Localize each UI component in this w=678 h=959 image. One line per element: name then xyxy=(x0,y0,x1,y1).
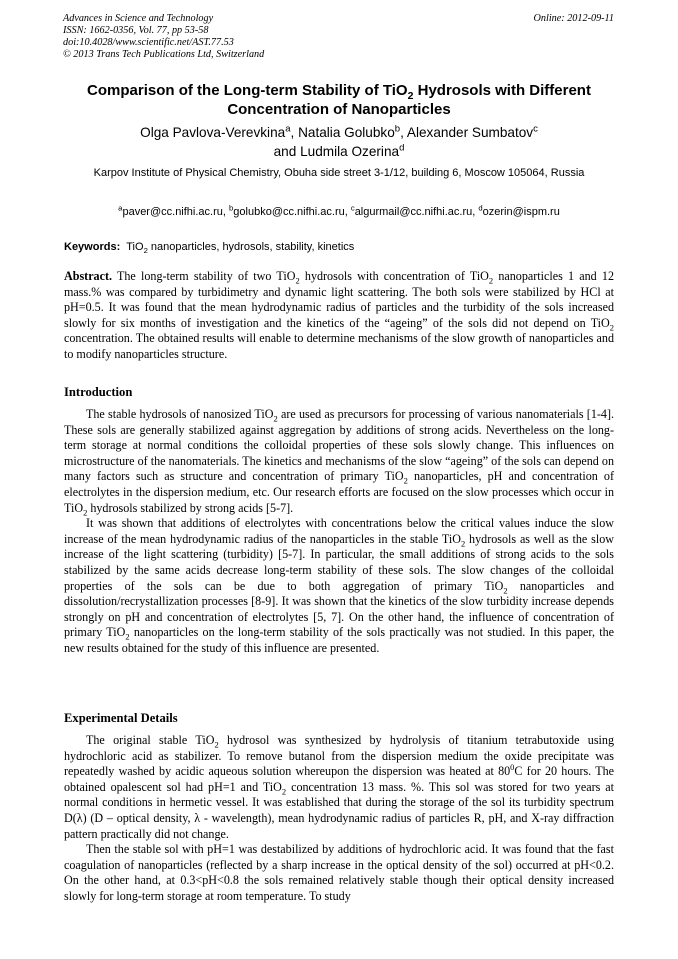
author-emails xyxy=(40,205,638,219)
paragraph-text: It was shown that additions of electrolytes with concentrations below the critical values induce the slow increase of the mean hydrodynamic radius of the nanoparticles in the stable TiO xyxy=(64,516,614,546)
paragraph xyxy=(64,516,614,656)
abstract-text: concentration. The obtained results will enable to determine mechanisms of the slow growth of nanoparticles and to modify nanoparticles structure. xyxy=(64,331,614,361)
abstract-text: The long-term stability of two TiO xyxy=(112,269,296,283)
paragraph-text: hydrosols as well as the slow increase of the light scattering (turbidity) [5-7]. In particular, the small additions of strong acids to the sols stabilized by the same acids decrease long-term stability of these sols. The slow changes of the colloidal properties of the sols can be due to both aggregation of primary TiO xyxy=(64,531,614,593)
email-address[interactable]: ozerin@ispm.ru xyxy=(482,206,560,218)
paragraph-text: concentration 13 mass. %. This sol was stored for two years at normal conditions in hermetic vessel. It was established that during the storage of the sol its turbidity spectrum D(λ) (D – optical density, λ - wavelength), mean hydrodynamic radius of particles R, pH, and X-ray diffraction pattern practically did not change. xyxy=(64,779,614,841)
author-affil-marker: d xyxy=(399,142,405,154)
email-marker: a xyxy=(118,203,123,213)
keywords-label: Keywords: xyxy=(64,241,121,253)
paragraph xyxy=(64,407,614,516)
keywords xyxy=(64,240,616,254)
paper-title xyxy=(40,81,638,119)
paragraph-text: C for 20 hours. The obtained opalescent sol had pH=1 and TiO xyxy=(64,764,615,794)
author-affil-marker: b xyxy=(394,123,401,135)
paragraph-subscript: 2 xyxy=(214,739,219,750)
paragraph-subscript: 2 xyxy=(281,786,287,797)
abstract-text: nanoparticles 1 and 12 mass.% was compared by turbidimetry and dynamic light scattering. The both sols were stabilized by HCl at pH=0.5. It was found that the mean hydrodynamic radius of particles and the turbidity of the sols increased slowly for six months of investigation and the kinetics of the “ageing” of the sols did not depend on TiO xyxy=(64,269,614,330)
email-marker: b xyxy=(229,203,234,213)
paragraph-subscript: 2 xyxy=(125,631,130,642)
author-name: Alexander Sumbatov xyxy=(406,125,534,140)
email-address[interactable]: golubko@cc.nifhi.ac.ru, xyxy=(233,206,351,218)
paragraph-text: nanoparticles and dissolution/recrystallization processes [8-9]. It was shown that the kinetics of the slow turbidity increase depends strongly on pH and concentration of electrolytes [5, 7]. On the other hand, the influence of concentration of primary TiO xyxy=(64,578,614,640)
email-marker: c xyxy=(350,203,355,213)
author-separator: , xyxy=(290,125,299,140)
journal-doi[interactable]: doi:10.4028/www.scientific.net/AST.77.53 xyxy=(63,37,234,48)
introduction-body xyxy=(64,407,614,657)
paragraph-text: The stable hydrosols of nanosized TiO xyxy=(86,407,274,421)
journal-name: Advances in Science and Technology xyxy=(63,13,214,24)
paragraph-subscript: 2 xyxy=(503,584,508,595)
author-name: Ludmila Ozerina xyxy=(300,144,400,159)
abstract-label: Abstract. xyxy=(64,269,113,283)
paragraph-subscript: 2 xyxy=(460,538,466,549)
paragraph-text: hydrosols stabilized by strong acids [5-7]. xyxy=(87,500,294,515)
affiliation: Karpov Institute of Physical Chemistry, Obuha side street 3-1/12, building 6, Moscow 105064, Russia xyxy=(93,167,585,179)
abstract-subscript: 2 xyxy=(488,275,494,286)
abstract-paragraph xyxy=(64,269,614,363)
experimental-body xyxy=(64,733,614,905)
online-date: Online: 2012-09-11 xyxy=(533,13,614,24)
journal-issn: ISSN: 1662-0356, Vol. 77, pp 53-58 xyxy=(63,25,209,36)
section-heading-introduction: Introduction xyxy=(64,385,133,399)
paragraph-subscript: 2 xyxy=(403,475,408,486)
email-address[interactable]: algurmail@cc.nifhi.ac.ru, xyxy=(354,206,479,218)
title-text: Hydrosols with Different Concentration of Nanoparticles xyxy=(227,82,591,118)
paragraph-text: The original stable TiO xyxy=(86,733,215,747)
abstract xyxy=(64,269,614,363)
paragraph-text: nanoparticles, pH and concentration of electrolytes in the dispersion medium, etc. Our research efforts are focused on the slow processes which occur in TiO xyxy=(64,469,614,515)
abstract-subscript: 2 xyxy=(609,322,614,333)
email-marker: d xyxy=(478,203,483,213)
paragraph: Then the stable sol with pH=1 was destabilized by additions of hydrochloric acid. It was found that the fast coagulation of nanoparticles (reflected by a sharp increase in the optical density of the sol) occurred at pH<0.2. On the other hand, at 0.3<pH<0.8 the sols remained relatively stable though their optical density increased slowly for long-term storage at room temperature. To study xyxy=(64,842,614,903)
author-affil-marker: a xyxy=(285,123,291,135)
paragraph-subscript: 2 xyxy=(83,506,88,517)
keywords-subscript: 2 xyxy=(143,246,148,256)
paragraph-text: nanoparticles on the long-term stability of the sols practically was not studied. In this paper, the new results obtained for the study of this influence are presented. xyxy=(64,625,614,655)
author-list xyxy=(40,123,638,161)
paragraph-text: are used as precursors for processing of various nanomaterials [1-4]. These sols are generally stabilized against aggregation by additions of strong acids. Nevertheless on the long-term storage at normal conditions the colloidal properties of these sols slowly change. This influences on microstructure of the nanomaterials. The kinetics and mechanisms of the slow “ageing” of the sols can depend on many factors such as structure and concentration of primary TiO xyxy=(64,407,614,484)
abstract-subscript: 2 xyxy=(295,275,300,286)
author-name: Natalia Golubko xyxy=(298,125,395,140)
keywords-text: TiO xyxy=(126,241,144,253)
author-affil-marker: c xyxy=(533,123,538,135)
paragraph-text: hydrosol was synthesized by hydrolysis of titanium tetrabutoxide using hydrochloric acid as stabilizer. To remove butanol from the dispersion medium the oxide precipitate was repeatedly washed by acidic aqueous solution whereupon the dispersion was heated at 80 xyxy=(64,733,614,779)
paragraph xyxy=(64,733,614,842)
author-separator: and xyxy=(273,144,301,159)
keywords-text: nanoparticles, hydrosols, stability, kinetics xyxy=(147,241,355,253)
journal-copyright: © 2013 Trans Tech Publications Ltd, Switzerland xyxy=(63,49,265,60)
abstract-text: hydrosols with concentration of TiO xyxy=(299,269,489,283)
title-subscript: 2 xyxy=(407,90,414,102)
section-heading-experimental: Experimental Details xyxy=(64,711,178,725)
paragraph-superscript: 0 xyxy=(510,762,515,773)
author-separator: , xyxy=(400,125,407,140)
paragraph-subscript: 2 xyxy=(273,413,278,424)
journal-header xyxy=(63,13,403,61)
email-address[interactable]: paver@cc.nifhi.ac.ru, xyxy=(122,206,229,218)
title-text: Comparison of the Long-term Stability of TiO xyxy=(87,82,408,99)
author-name: Olga Pavlova-Verevkina xyxy=(140,125,286,140)
